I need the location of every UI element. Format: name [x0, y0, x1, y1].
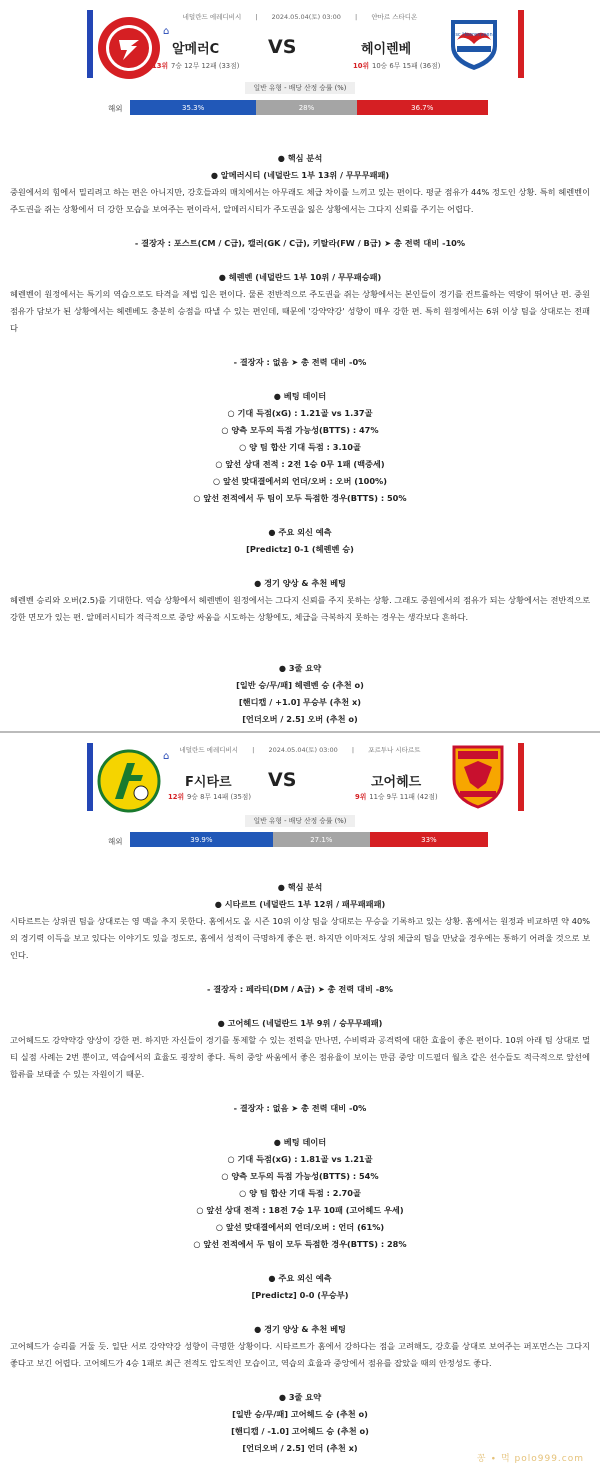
text-line: 중원에서의 힘에서 밀리려고 하는 편은 아니지만, 강호들과의 매치에서는 아무래도 체급 차이를 느끼고 있는 편이다. 평균 점유가 44% 정도인 상황. 특히 헤렌벤이 주도권을 쥐는 상황에서 더 강한 모습을 보여주는 편이라서, 알메러시티가 주도권을 잃은 상황에서는 그다지 신뢰를 주기는 어렵다.	[10, 187, 590, 214]
match-card-1	[0, 0, 600, 732]
text-line: ● 경기 양상 & 추천 베팅	[254, 1324, 346, 1334]
home-icon: ⌂	[163, 26, 170, 37]
text-line: ○ 앞선 상대 전적 : 2전 1승 0무 1패 (백중세)	[215, 459, 385, 469]
spacer	[10, 507, 590, 524]
draw-prob: 28%	[256, 100, 356, 115]
prob-caption: 일반 유형 - 배당 산정 승률 (%)	[0, 82, 600, 92]
spacer	[10, 371, 590, 388]
league-name: 네덜란드 에레디비시	[179, 746, 239, 754]
spacer	[10, 1304, 590, 1321]
text-line: [Predictz] 0-1 (헤렌벤 승)	[246, 544, 354, 554]
vs-label: VS	[268, 769, 297, 791]
match-meta: 네덜란드 에레디비시 | 2024.05.04(토) 03:00 | 얀마르 스타디온	[182, 13, 418, 21]
spacer	[10, 337, 590, 354]
text-line: ○ 양 팀 합산 기대 득점 : 3.10골	[239, 442, 361, 452]
spacer	[10, 964, 590, 981]
spacer	[10, 1117, 590, 1134]
text-line: [언더오버 / 2.5] 오버 (추천 o)	[242, 714, 358, 724]
text-line: ● 경기 양상 & 추천 베팅	[254, 578, 346, 588]
match-meta: 네덜란드 에레디비시 | 2024.05.04(토) 03:00 | 포르투나 시타르트	[179, 746, 421, 754]
text-line: - 결장자 : 페라티(DM / A급) ➤ 총 전력 대비 -8%	[207, 984, 393, 994]
home-rank: 12위	[168, 793, 185, 801]
text-line: ○ 양측 모두의 득점 가능성(BTTS) : 54%	[221, 1171, 379, 1181]
text-line: ● 3줄 요약	[278, 663, 322, 673]
text-line: - 결장자 : 포스트(CM / C급), 캘러(GK / C급), 키탈라(FW / B급) ➤ 총 전력 대비 -10%	[134, 238, 466, 248]
text-line: ● 헤렌벤 (네덜란드 1부 10위 / 무무패승패)	[218, 272, 382, 282]
text-line: [일반 승/무/패] 헤렌벤 승 (추천 o)	[236, 680, 364, 690]
away-win-prob: 36.7%	[357, 100, 488, 115]
home-team-name: F시타르	[185, 775, 232, 790]
prob-caption: 일반 유형 - 배당 산정 승률 (%)	[0, 815, 600, 825]
spacer	[10, 558, 590, 575]
text-line: ● 핵심 분석	[277, 153, 323, 163]
text-line: ○ 기대 득점(xG) : 1.21골 vs 1.37골	[227, 408, 373, 418]
home-record-text: 9승 8무 14패 (35점)	[187, 793, 252, 801]
text-line: 고어헤드가 승리를 거둘 듯. 일단 서로 강약약강 성향이 극명한 상황이다. 시타르트가 홈에서 강하다는 점을 고려해도, 강호를 상대로 보여주는 퍼포먼스는 그다지 좋다고 보긴 어렵다. 고어헤드가 4승 1패로 최근 전적도 압도적인 모습이고, 역습의 효율과 중앙에서 점유를 잡았을 때의 안정성도 좋다.	[10, 1341, 590, 1368]
text-line: ● 주요 외신 예측	[268, 1273, 332, 1283]
home-team-name: 알메러C	[172, 42, 220, 57]
text-line: [언더오버 / 2.5] 언더 (추천 x)	[242, 1443, 358, 1453]
text-line: 헤렌벤 승리와 오버(2.5)를 기대한다. 역습 상황에서 헤렌벤이 원정에서는 그다지 신뢰를 주지 못하는 상황. 그래도 중원에서의 점유가 되는 상황에서는 전반적으로 강한 면모가 있는 편. 알메러시티가 적극적으로 중앙 싸움을 시도하는 상황에도, 체급을 극복하지 못하는 경우는 생각보다 흔하다.	[10, 595, 590, 622]
text-line: ● 베팅 데이터	[273, 391, 327, 401]
text-line: 시타르트는 상위권 팀을 상대로는 영 맥을 추지 못한다. 홈에서도 올 시즌 10위 이상 팀을 상대로는 무승을 기록하고 있는 상황. 홈에서는 원정과 비교하면 약 40%의 경기력 이득을 보고 있다는 이야기도 있을 정도로, 홈에서 성적이 극명하게 좋은 편. 하지만 이마저도 상위 체급의 팀을 만났을 경우에는 통하기 어려울 것으로 보인다.	[10, 916, 590, 960]
match-datetime: 2024.05.04(토) 03:00	[268, 746, 338, 754]
text-line: ● 베팅 데이터	[273, 1137, 327, 1147]
vs-label: VS	[268, 36, 297, 58]
text-line: ○ 앞선 전적에서 두 팀이 모두 득점한 경우(BTTS) : 50%	[193, 493, 407, 503]
home-rank: 13위	[152, 62, 169, 70]
probability-bar	[130, 100, 488, 115]
text-line: ○ 기대 득점(xG) : 1.81골 vs 1.21골	[227, 1154, 373, 1164]
spacer	[10, 626, 590, 643]
text-line: [Predictz] 0-0 (무승부)	[251, 1290, 349, 1300]
text-line: ○ 앞선 맞대결에서의 언더/오버 : 언더 (61%)	[215, 1222, 385, 1232]
probability-bar	[130, 832, 488, 847]
away-team-name: 헤이렌베	[361, 42, 412, 57]
home-win-prob: 39.9%	[130, 832, 273, 847]
draw-prob: 27.1%	[273, 832, 370, 847]
spacer	[10, 998, 590, 1015]
text-line: ○ 앞선 전적에서 두 팀이 모두 득점한 경우(BTTS) : 28%	[193, 1239, 407, 1249]
analysis-body	[10, 150, 590, 728]
away-record	[355, 791, 438, 801]
home-record	[152, 60, 239, 70]
home-record-text: 7승 12무 12패 (33점)	[171, 62, 240, 70]
match-card-2	[0, 733, 600, 1475]
text-line: ○ 앞선 상대 전적 : 18전 7승 1무 10패 (고어헤드 우세)	[196, 1205, 404, 1215]
analysis-body	[10, 879, 590, 1457]
league-name: 네덜란드 에레디비시	[182, 13, 242, 21]
text-line: ● 3줄 요약	[278, 1392, 322, 1402]
away-win-prob: 33%	[370, 832, 488, 847]
spacer	[10, 643, 590, 660]
spacer	[10, 1083, 590, 1100]
text-line: - 결장자 : 없음 ➤ 총 전력 대비 -0%	[233, 357, 367, 367]
away-rank: 9위	[355, 793, 367, 801]
site-watermark: 꽁 ∙ 먹 polo999.com	[476, 1454, 584, 1464]
spacer	[10, 1372, 590, 1389]
text-line: ○ 양 팀 합산 기대 득점 : 2.70골	[239, 1188, 361, 1198]
home-team-logo	[97, 749, 161, 813]
text-line: ● 핵심 분석	[277, 882, 323, 892]
prob-region-label: 해외	[108, 837, 123, 846]
match-datetime: 2024.05.04(토) 03:00	[271, 13, 341, 21]
text-line: - 결장자 : 없음 ➤ 총 전력 대비 -0%	[233, 1103, 367, 1113]
away-record-text: 10승 6무 15패 (36점)	[372, 62, 441, 70]
text-line: [핸디캡 / -1.0] 고어헤드 승 (추천 o)	[231, 1426, 369, 1436]
text-line: ● 주요 외신 예측	[268, 527, 332, 537]
text-line: ● 시타르트 (네덜란드 1부 12위 / 패무패패패)	[214, 899, 386, 909]
prob-region-label: 해외	[108, 104, 123, 113]
away-team-logo	[445, 14, 503, 72]
spacer	[10, 252, 590, 269]
away-team-name: 고어헤드	[371, 775, 422, 790]
text-line: [일반 승/무/패] 고어헤드 승 (추천 o)	[232, 1409, 368, 1419]
spacer	[10, 218, 590, 235]
away-rank: 10위	[353, 62, 370, 70]
stadium-name: 포르투나 시타르트	[368, 746, 421, 754]
spacer	[10, 1253, 590, 1270]
text-line: ● 알메러시티 (네덜란드 1부 13위 / 무무무패패)	[210, 170, 390, 180]
stadium-name: 얀마르 스타디온	[371, 13, 418, 21]
away-record-text: 11승 9무 11패 (42점)	[369, 793, 438, 801]
svg-text:sc Heerenveen: sc Heerenveen	[455, 32, 493, 38]
text-line: 고어헤드도 강약약강 양상이 강한 편. 하지만 자신들이 경기를 통제할 수 있는 전력을 만나면, 수비력과 공격력에 대한 효율이 좋은 편이다. 10위 아래 팀 상대로 멀티 실점 사례는 2번 뿐이고, 역습에서의 효율도 굉장히 좋다. 특히 중앙 싸움에서 좋은 점유율이 보이는 만큼 중앙 미드필더 월츠 같은 선수들도 적극적으로 앞선에 합류를 보태줄 수 있는 자원이기 때문.	[10, 1035, 590, 1079]
text-line: ○ 양측 모두의 득점 가능성(BTTS) : 47%	[221, 425, 379, 435]
text-line: ○ 앞선 맞대결에서의 언더/오버 : 오버 (100%)	[212, 476, 388, 486]
text-line: [핸디캡 / +1.0] 무승부 (추천 x)	[238, 697, 362, 707]
home-record	[168, 791, 251, 801]
away-team-logo	[450, 743, 506, 809]
home-win-prob: 35.3%	[130, 100, 256, 115]
home-team-logo	[97, 16, 161, 80]
away-record	[353, 60, 440, 70]
text-line: 헤렌벤이 원정에서는 특기의 역습으로도 타격을 제법 입은 편이다. 물론 전반적으로 주도권을 쥐는 상황에서는 본인들이 경기를 컨트롤하는 역량이 뛰어난 편. 중원 점유가 담보가 된 상황에서는 헤렌베도 충분히 승점을 따낼 수 있는 편인데, 때문에 '강약약강' 성향이 매우 강한 편. 특히 원정에서는 6위 이상 팀을 상대로는 전패다	[10, 289, 590, 333]
text-line: ● 고어헤드 (네덜란드 1부 9위 / 승무무패패)	[217, 1018, 383, 1028]
home-icon: ⌂	[163, 751, 170, 762]
